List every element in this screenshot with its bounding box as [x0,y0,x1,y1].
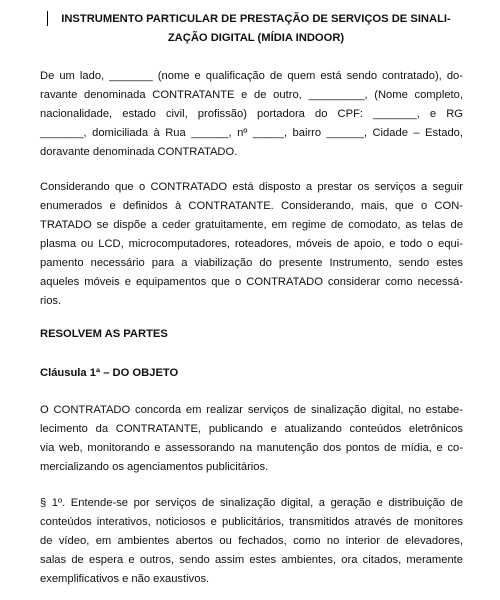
document-title [46,10,466,48]
paragraph-parties [40,67,463,162]
text-line: doravante denominada CONTRATADO. [40,146,238,158]
text-line: De um lado, _______ (nome e qualificação de quem está sendo contratado), do- [40,70,463,82]
paragraph-object [40,401,463,477]
text-line: exemplificativos e não exaustivos. [40,573,210,585]
paragraph-considering [40,178,463,311]
text-line: nacionalidade, estado civil, profissão) portadora do CPF: _______, e RG [40,108,463,120]
text-line: pamento necessário para a viabilização do presente Instrumento, sendo estes [40,257,463,269]
text-line: de vídeo, em ambientes abertos ou fechados, como no interior de elevadores, [40,535,463,547]
text-line: rios. [40,295,62,307]
text-line: lecimento da CONTRATANTE, publicando e atualizando conteúdos eletrônicos [40,423,463,435]
text-line: aqueles móveis e equipamentos que o CONTRATADO considerar como necessá- [40,276,463,288]
clause-heading [40,364,178,383]
text-line: mercializando os agenciamentos publicitários. [40,461,269,473]
text-line: TRATADO se dispõe a ceder gratuitamente, em regime de comodato, as telas de [40,219,463,231]
text-line: plasma ou LCD, microcomputadores, roteadores, móveis de apoio, e todo o equi- [40,238,463,250]
title-line: ZAÇÃO DIGITAL (MÍDIA INDOOR) [167,32,345,44]
section-heading-resolvem: RESOLVEM AS PARTES [40,328,168,340]
clause-title: – DO OBJETO [100,367,179,379]
paragraph-section-1 [40,494,463,589]
text-line: § 1º. Entende-se por serviços de sinalização digital, a geração e distribuição de [40,497,463,509]
text-line: salas de espera e outros, sendo assim estes ambientes, ora citados, meramente [40,554,463,566]
text-line: conteúdos interativos, noticiosos e publicitários, transmitidos através de monitores [40,516,463,528]
clause-number: Cláusula 1ª [40,367,101,379]
text-line: enumerados e definidos à CONTRATANTE. Considerando, mais, que o CON- [40,200,463,212]
text-line: ravante denominada CONTRATANTE e de outro, _________, (Nome completo, [40,89,463,101]
text-line: Considerando que o CONTRATADO está disposto a prestar os serviços a seguir [40,181,463,193]
text-line: _______, domiciliada à Rua ______, nº _____, bairro ______, Cidade – Estado, [40,127,463,139]
title-line: INSTRUMENTO PARTICULAR DE PRESTAÇÃO DE SERVIÇOS DE SINALI- [61,13,451,25]
text-line: O CONTRATADO concorda em realizar serviços de sinalização digital, no estabe- [40,404,463,416]
text-line: via web, monitorando e assessorando na manutenção dos pontos de mídia, e co- [40,442,463,454]
